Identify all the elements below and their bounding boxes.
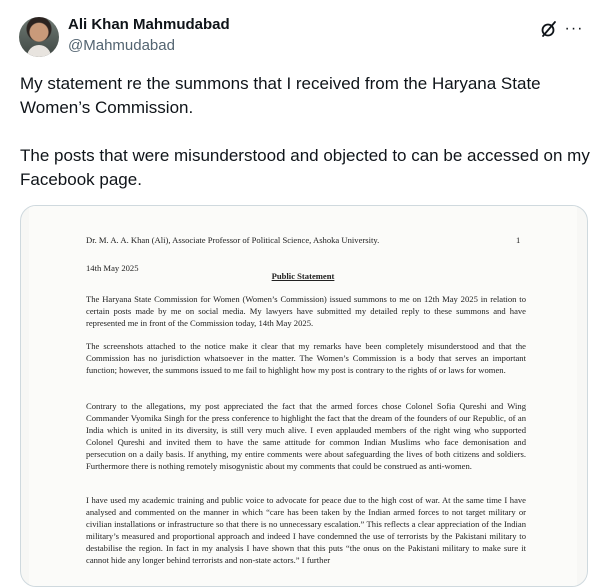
document-paragraph-1: The Haryana State Commission for Women (Women’s Commission) issued summons to me on 12th May 2025 in relation to certain posts made by me on social media. My lawyers have submitted my detailed reply to these summons and have represented me in front of the Commission today, 14th May 2025. [86, 294, 526, 328]
document-paragraph-3: Contrary to the allegations, my post appreciated the fact that the armed forces chose Colonel Sofia Qureshi and Wing Commander Vyomika Singh for the press conference to highlight the fact that the dream of the founders of our Republic, of an India which is united in its diversity, is still very much alive. I even applauded members of the right wing who supported Colonel Qureshi and invited them to have the same attitude for common Indian Muslims who face demonisation and persecution on a daily basis. If anything, my entire comments were about safeguarding the lives of both citizens and soldiers. Furthermore there is nothing remotely misogynistic about my comments that could be construed as anti-women. [86, 401, 526, 471]
document-date: 14th May 2025 [86, 263, 139, 273]
avatar[interactable] [19, 17, 59, 57]
document-paragraph-2: The screenshots attached to the notice make it clear that my remarks have been completely misunderstood and that the Commission has no jurisdiction whatsoever in the matter. The Women’s Commission is a body that serves an important function; however, the summons issued to me fail to highlight how my post is contrary to the rights of or laws for women. [86, 341, 526, 375]
tweet-paragraph-2: The posts that were misunderstood and objected to can be accessed on my Facebook page. [20, 146, 590, 189]
statement-document [29, 206, 577, 586]
grok-icon-glyph [540, 20, 558, 38]
attached-image[interactable] [20, 205, 588, 587]
more-options-icon[interactable]: ··· [564, 20, 584, 37]
tweet-paragraph-1: My statement re the summons that I received from the Haryana State Women’s Commission. [20, 74, 541, 117]
grok-icon[interactable] [538, 18, 560, 40]
document-page-number: 1 [516, 235, 521, 245]
avatar-shirt [27, 45, 51, 57]
author-name[interactable]: Ali Khan Mahmudabad [68, 16, 230, 33]
document-paragraph-4: I have used my academic training and public voice to advocate for peace due to the high cost of war. At the same time I have analysed and commented on the manner in which “care has been taken by the Indian armed forces to not target military or civilian installations or infrastructure so that there is no unnecessary escalation.” This reflects a clear appreciation of the Indian military’s measured and proportional approach and indeed I have condemned the use of terrorists by the Pakistani military to destabilise the region. In fact in my analysis I have shown that this puts “the onus on the Pakistani military to make sure it cannot hide any longer behind terrorists and non-state actors.” I further [86, 495, 526, 565]
tweet-text [20, 72, 595, 192]
document-title: Public Statement [271, 271, 335, 281]
author-handle[interactable]: @Mahmudabad [68, 37, 175, 54]
document-header: Dr. M. A. A. Khan (Ali), Associate Professor of Political Science, Ashoka University. [86, 235, 380, 245]
